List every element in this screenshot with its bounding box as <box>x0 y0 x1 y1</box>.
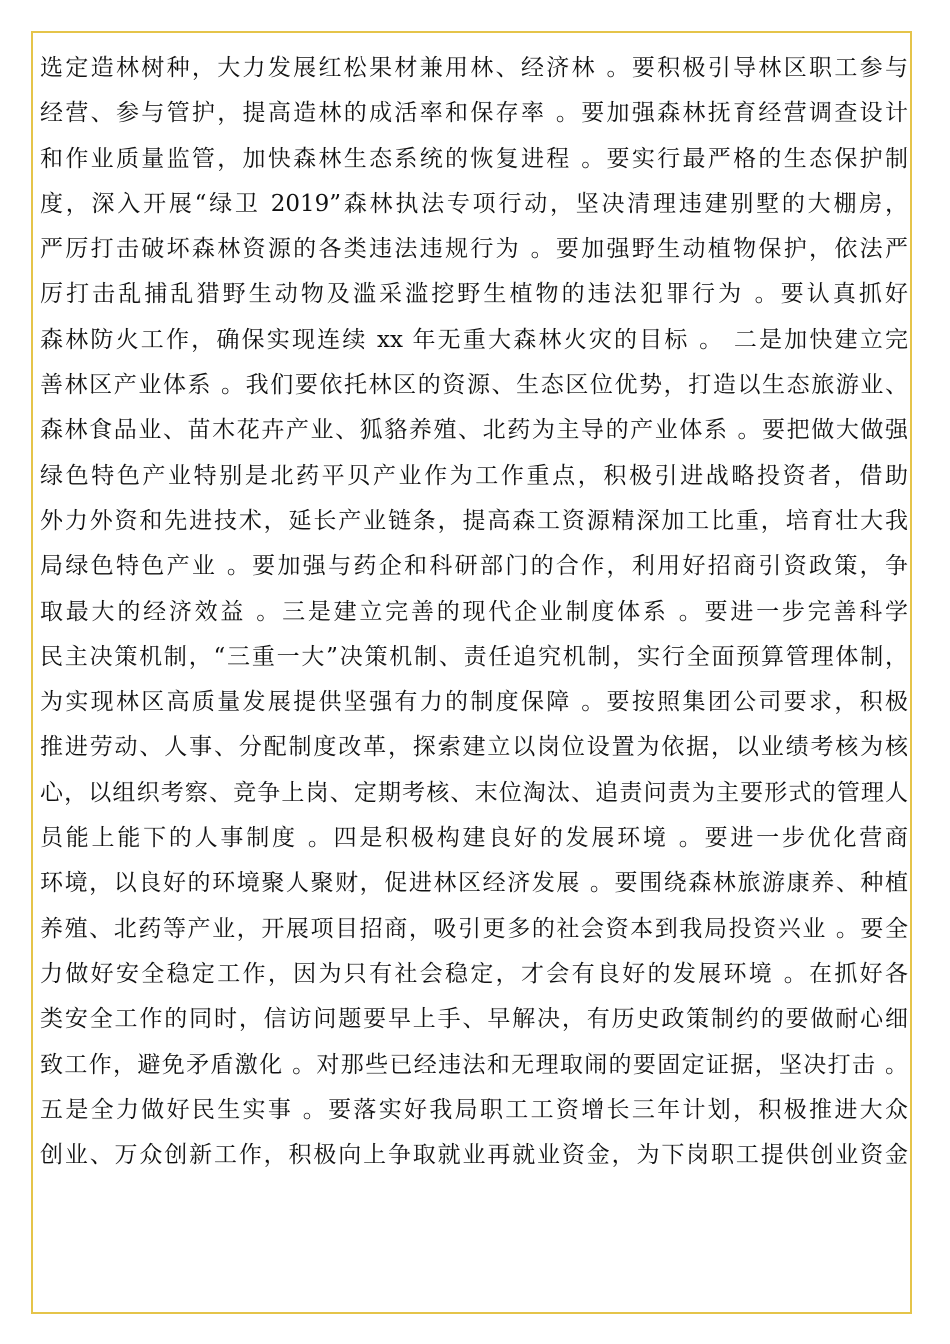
text-line: 创业、万众创新工作，积极向上争取就业再就业资金，为下岗职工提供创业资金 <box>40 1142 908 1169</box>
text-line: 绿色特色产业特别是北药平贝产业作为工作重点，积极引进战略投资者，借助 <box>40 462 908 489</box>
text-line: 养殖、北药等产业，开展项目招商，吸引更多的社会资本到我局投资兴业 。要全 <box>40 915 908 942</box>
text-line: 选定造林树种，大力发展红松果材兼用林、经济林 。要积极引导林区职工参与 <box>40 55 908 81</box>
text-line: 度，深入开展“绿卫 2019”森林执法专项行动，坚决清理违建别墅的大棚房， <box>40 190 908 217</box>
text-line: 厉打击乱捕乱猎野生动物及滥采滥挖野生植物的违法犯罪行为 。要认真抓好 <box>40 281 908 308</box>
text-line: 为实现林区高质量发展提供坚强有力的制度保障 。要按照集团公司要求，积极 <box>40 689 908 716</box>
text-line: 员能上能下的人事制度 。四是积极构建良好的发展环境 。要进一步优化营商 <box>40 825 908 852</box>
text-line: 心，以组织考察、竞争上岗、定期考核、末位淘汰、追责问责为主要形式的管理人 <box>40 779 908 806</box>
text-line: 严厉打击破坏森林资源的各类违法违规行为 。要加强野生动植物保护，依法严 <box>40 236 908 263</box>
text-line: 外力外资和先进技术，延长产业链条，提高森工资源精深加工比重，培育壮大我 <box>40 507 908 534</box>
text-line: 民主决策机制，“三重一大”决策机制、责任追究机制，实行全面预算管理体制， <box>40 643 908 670</box>
text-line: 经营、参与管护，提高造林的成活率和保存率 。要加强森林抚育经营调查设计 <box>40 100 908 127</box>
text-line: 和作业质量监管，加快森林生态系统的恢复进程 。要实行最严格的生态保护制 <box>40 145 908 172</box>
text-line: 环境，以良好的环境聚人聚财，促进林区经济发展 。要围绕森林旅游康养、种植 <box>40 870 908 897</box>
text-line: 推进劳动、人事、分配制度改革，探索建立以岗位设置为依据，以业绩考核为核 <box>40 734 908 761</box>
document-body <box>40 46 908 1178</box>
text-line: 类安全工作的同时，信访问题要早上手、早解决，有历史政策制约的要做耐心细 <box>40 1006 908 1033</box>
text-line: 致工作，避免矛盾激化 。对那些已经违法和无理取闹的要固定证据，坚决打击 。 <box>40 1051 908 1078</box>
text-line: 局绿色特色产业 。要加强与药企和科研部门的合作，利用好招商引资政策，争 <box>40 553 908 580</box>
text-line: 森林防火工作，确保实现连续 xx 年无重大森林火灾的目标 。 二是加快建立完 <box>40 326 908 353</box>
text-line: 五是全力做好民生实事 。要落实好我局职工工资增长三年计划，积极推进大众 <box>40 1096 908 1123</box>
text-line: 取最大的经济效益 。三是建立完善的现代企业制度体系 。要进一步完善科学 <box>40 598 908 625</box>
text-line: 善林区产业体系 。我们要依托林区的资源、生态区位优势，打造以生态旅游业、 <box>40 372 908 399</box>
text-line: 森林食品业、苗木花卉产业、狐貉养殖、北药为主导的产业体系 。要把做大做强 <box>40 417 908 444</box>
text-line: 力做好安全稳定工作，因为只有社会稳定，才会有良好的发展环境 。在抓好各 <box>40 960 908 987</box>
